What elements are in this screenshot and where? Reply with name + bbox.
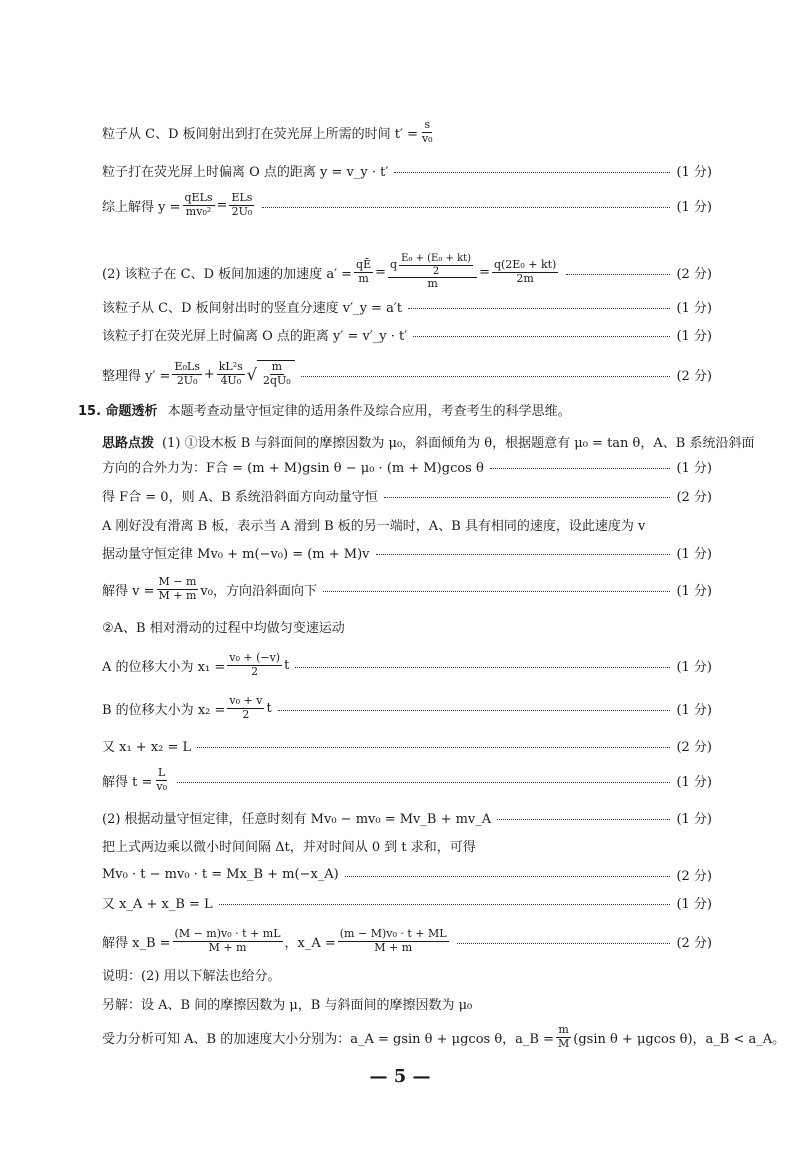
score-label: (1 分) <box>676 811 712 827</box>
page-number: — 5 — <box>369 1066 431 1087</box>
line-text: t <box>284 657 290 673</box>
leader-dots <box>457 943 671 944</box>
line-simplified-y-prime <box>102 360 712 388</box>
line-text: A 的位移大小为 x₁ = <box>102 659 226 675</box>
line-momentum-equation <box>102 541 712 563</box>
leader-dots <box>295 667 670 668</box>
line-same-velocity <box>102 513 712 535</box>
score-label: (2 分) <box>676 868 712 884</box>
line-text: 解得 x_B = <box>102 935 171 951</box>
fraction: $\frac{\text{ELs}}{\text{2U₀}}$ <box>231 190 253 218</box>
line-time-t-prime <box>102 117 712 145</box>
compound-fraction: q $\frac{\text{E₀ + (E₀ + kt)}}{2}$ m <box>388 253 477 291</box>
line-text: 整理得 y′ = <box>102 368 171 384</box>
line-displacement-a <box>102 651 712 679</box>
score-label: (1 分) <box>676 164 712 180</box>
line-alternative-solution <box>102 992 712 1014</box>
leader-dots <box>262 207 670 208</box>
leader-dots <box>345 876 671 877</box>
line-text: 方向的合外力为：F合 = (m + M)gsin θ − μ₀ · (m + M)gcos θ <box>102 460 484 476</box>
line-text: 粒子从 C、D 板间射出到打在荧光屏上所需的时间 t′ = <box>102 126 418 142</box>
line-solve-xa-xb <box>102 926 712 956</box>
line-displacement-b <box>102 694 712 722</box>
line-solve-t <box>102 766 712 794</box>
line-net-force <box>102 455 712 477</box>
leader-dots <box>177 782 670 783</box>
line-text: 综上解得 y = <box>102 199 181 215</box>
score-label: (2 分) <box>676 368 712 384</box>
fraction: $\frac{qĒ}{m}$ <box>356 257 372 285</box>
line-text: ②A、B 相对滑动的过程中均做匀变速运动 <box>102 620 345 636</box>
leader-dots <box>376 554 671 555</box>
score-label: (2 分) <box>676 489 712 505</box>
line-text: (2) 该粒子在 C、D 板间加速的加速度 a′ = <box>102 266 353 282</box>
line-note <box>102 963 712 985</box>
fraction: $\frac{\text{kL²s}}{\text{4U₀}}$ <box>218 359 243 387</box>
score-label: (1 分) <box>676 659 712 675</box>
equals-sign: = <box>216 197 228 213</box>
line-offset-y-prime <box>102 323 712 345</box>
line-text: 据动量守恒定律 Mv₀ + m(−v₀) = (m + M)v <box>102 546 370 562</box>
fraction: $\frac{\text{qELs}}{\text{mv₀²}}$ <box>184 190 213 218</box>
plus-sign: + <box>203 366 215 382</box>
line-text: 受力分析可知 A、B 的加速度大小分别为：a_A = gsin θ + μgcos θ，a_B = <box>102 1031 554 1047</box>
equals-sign: = <box>479 264 490 280</box>
line-text: 解得 t = <box>102 774 153 790</box>
equals-sign: = <box>375 264 387 280</box>
score-label: (1 分) <box>676 300 712 316</box>
line-vertical-velocity <box>102 295 712 317</box>
section-label: 思路点拨 <box>102 435 155 451</box>
score-label: (2 分) <box>676 266 712 282</box>
fraction: $\frac{s}{\text{v₀}}$ <box>421 117 433 145</box>
score-label: (1 分) <box>676 702 712 718</box>
score-label: (1 分) <box>676 583 712 599</box>
line-text: 把上式两边乘以微小时间间隔 Δt，并对时间从 0 到 t 求和，可得 <box>102 839 476 855</box>
fraction: $\frac{\text{E₀Ls}}{\text{2U₀}}$ <box>174 359 200 387</box>
line-text: 该粒子打在荧光屏上时偏离 O 点的距离 y′ = v′_y · t′ <box>102 328 408 344</box>
score-label: (1 分) <box>676 460 712 476</box>
leader-dots <box>384 497 671 498</box>
score-label: (1 分) <box>676 774 712 790</box>
score-label: (1 分) <box>676 199 712 215</box>
question-15-header <box>78 398 712 420</box>
line-text: 另解：设 A、B 间的摩擦因数为 μ，B 与斜面间的摩擦因数为 μ₀ <box>102 997 473 1013</box>
line-solve-v <box>102 575 712 603</box>
score-label: (1 分) <box>676 896 712 912</box>
leader-dots <box>278 710 671 711</box>
line-momentum-any-time <box>102 806 712 828</box>
score-label: (1 分) <box>676 328 712 344</box>
leader-dots <box>323 591 670 592</box>
leader-dots <box>490 468 671 469</box>
line-text: 粒子打在荧光屏上时偏离 O 点的距离 y = v_y · t′ <box>102 164 389 180</box>
fraction: $\frac{\text{v₀ + v}}{2}$ <box>229 693 263 721</box>
fraction: $\frac{\text{q(2E₀ + kt)}}{2m}$ <box>493 257 557 285</box>
line-text: 又 x₁ + x₂ = L <box>102 739 192 755</box>
line-text: 本题考查动量守恒定律的适用条件及综合应用，考查考生的科学思维。 <box>167 403 571 419</box>
fraction: $\frac{\text{(M − m)v₀ · t + mL}}{M + m}$ <box>174 926 281 954</box>
line-text: (1) ①设木板 B 与斜面间的摩擦因数为 μ₀，斜面倾角为 θ，根据题意有 μ₀ = tan θ，A、B 系统沿斜面 <box>162 435 755 451</box>
line-uniform-acceleration <box>102 615 712 637</box>
fraction: $\frac{\text{v₀ + (−v)}}{2}$ <box>229 650 281 678</box>
score-label: (2 分) <box>676 935 712 951</box>
line-force-analysis <box>102 1022 786 1052</box>
leader-dots <box>566 274 670 275</box>
score-label: (2 分) <box>676 739 712 755</box>
question-label: 15. 命题透析 <box>78 403 158 419</box>
leader-dots <box>394 172 670 173</box>
leader-dots <box>408 308 670 309</box>
line-text: t <box>266 700 272 716</box>
line-multiply-dt <box>102 834 712 856</box>
line-text: (gsin θ + μgcos θ)，a_B < a_A。 <box>573 1031 786 1047</box>
line-text: B 的位移大小为 x₂ = <box>102 702 226 718</box>
line-momentum-conserved <box>102 484 712 506</box>
line-approach <box>102 430 755 452</box>
line-text: 说明：(2) 用以下解法也给分。 <box>102 968 281 984</box>
leader-dots <box>219 904 671 905</box>
line-text: 该粒子从 C、D 板间射出时的竖直分速度 v′_y = a′t <box>102 300 402 316</box>
fraction: $\frac{m}{M}$ <box>557 1022 570 1050</box>
fraction: $\frac{M - m}{M + m}$ <box>158 574 197 602</box>
line-text: ，x_A = <box>284 935 336 951</box>
line-summed-equation <box>102 863 712 885</box>
leader-dots <box>497 819 670 820</box>
line-offset-y <box>102 159 712 181</box>
line-text: 得 F合 = 0，则 A、B 系统沿斜面方向动量守恒 <box>102 489 378 505</box>
score-label: (1 分) <box>676 546 712 562</box>
line-text: v₀，方向沿斜面向下 <box>200 583 317 599</box>
line-text: Mv₀ · t − mv₀ · t = Mx_B + m(−x_A) <box>102 866 339 882</box>
fraction: $\frac{\text{(m − M)v₀ · t + ML}}{M + m}$ <box>339 926 447 954</box>
leader-dots <box>301 376 671 377</box>
line-xa-xb-sum <box>102 891 712 913</box>
leader-dots <box>197 747 670 748</box>
line-acceleration <box>102 253 712 291</box>
line-solution-y <box>102 190 712 218</box>
line-text: 又 x_A + x_B = L <box>102 896 213 912</box>
line-text: 解得 v = <box>102 583 155 599</box>
line-text: A 刚好没有滑离 B 板，表示当 A 滑到 B 板的另一端时，A、B 具有相同的速度，设此速度为 v <box>102 518 646 534</box>
square-root: √ $\frac{m}{\text{2qU₀}}$ <box>247 360 295 387</box>
line-sum-displacement <box>102 734 712 756</box>
fraction: $\frac{L}{\text{v₀}}$ <box>156 765 168 793</box>
line-text: (2) 根据动量守恒定律，任意时刻有 Mv₀ − mv₀ = Mv_B + mv_A <box>102 811 492 827</box>
leader-dots <box>413 336 670 337</box>
